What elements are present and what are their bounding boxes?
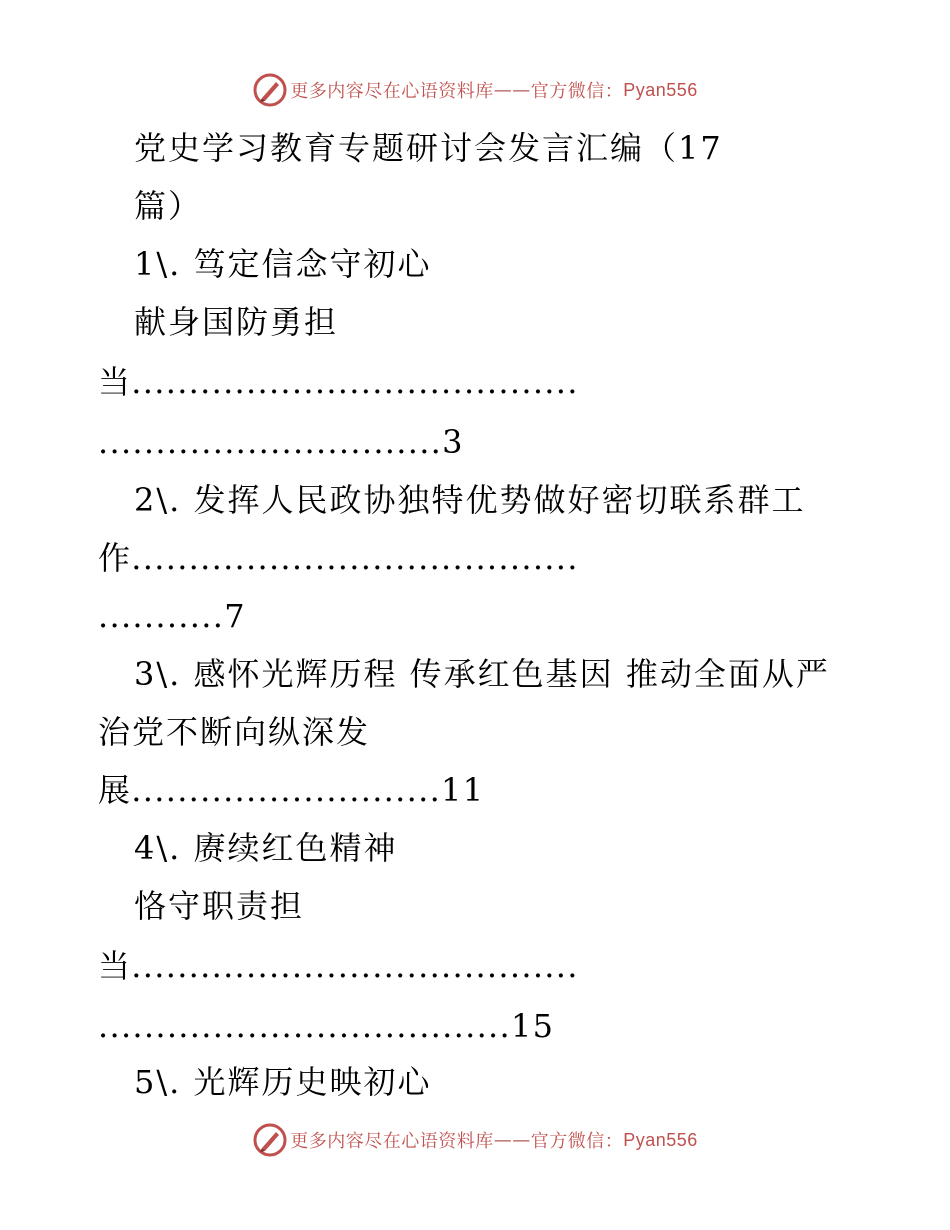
watermark-wechat-label: 官方微信：: [530, 1131, 624, 1152]
pen-logo-icon: [252, 72, 288, 108]
document-title: 党史学习教育专题研讨会发言汇编（17: [134, 129, 723, 167]
toc-entry-4-page: ....................................15: [98, 1007, 555, 1045]
toc-entry-2-leader: 作.......................................: [98, 539, 579, 577]
toc-entry-1-page: ..............................3: [98, 423, 464, 461]
toc-entry-3-title-cont: 治党不断向纵深发: [98, 713, 371, 751]
footer-watermark: [0, 1120, 950, 1160]
toc-entry-4-leader: 当.......................................: [98, 947, 579, 985]
watermark-wechat-label: 官方微信：: [530, 81, 624, 102]
watermark-wechat-id: Pyan556: [623, 1129, 698, 1150]
toc-entry-2-title: 2\. 发挥人民政协独特优势做好密切联系群工: [134, 481, 806, 519]
toc-entry-5-title: 5\. 光辉历史映初心: [134, 1063, 432, 1101]
toc-entry-4-title: 4\. 赓续红色精神: [134, 829, 398, 867]
header-watermark: [0, 70, 950, 110]
watermark-text: 更多内容尽在心语资料库: [290, 81, 494, 102]
toc-entry-1-title-cont: 献身国防勇担: [134, 303, 339, 341]
watermark-separator: ——: [493, 1129, 531, 1151]
toc-entry-4-title-cont: 恪守职责担: [134, 887, 305, 925]
document-title-cont: 篇）: [134, 187, 203, 225]
watermark-separator: ——: [493, 79, 531, 101]
toc-entry-3-page: 展...........................11: [98, 771, 485, 809]
watermark-text: 更多内容尽在心语资料库: [290, 1131, 494, 1152]
toc-entry-1-title: 1\. 笃定信念守初心: [134, 245, 432, 283]
toc-entry-1-leader: 当.......................................: [98, 363, 579, 401]
toc-entry-2-page: ...........7: [98, 597, 246, 635]
pen-logo-icon: [252, 1122, 288, 1158]
watermark-wechat-id: Pyan556: [623, 79, 698, 100]
toc-entry-3-title: 3\. 感怀光辉历程 传承红色基因 推动全面从严: [134, 655, 830, 693]
